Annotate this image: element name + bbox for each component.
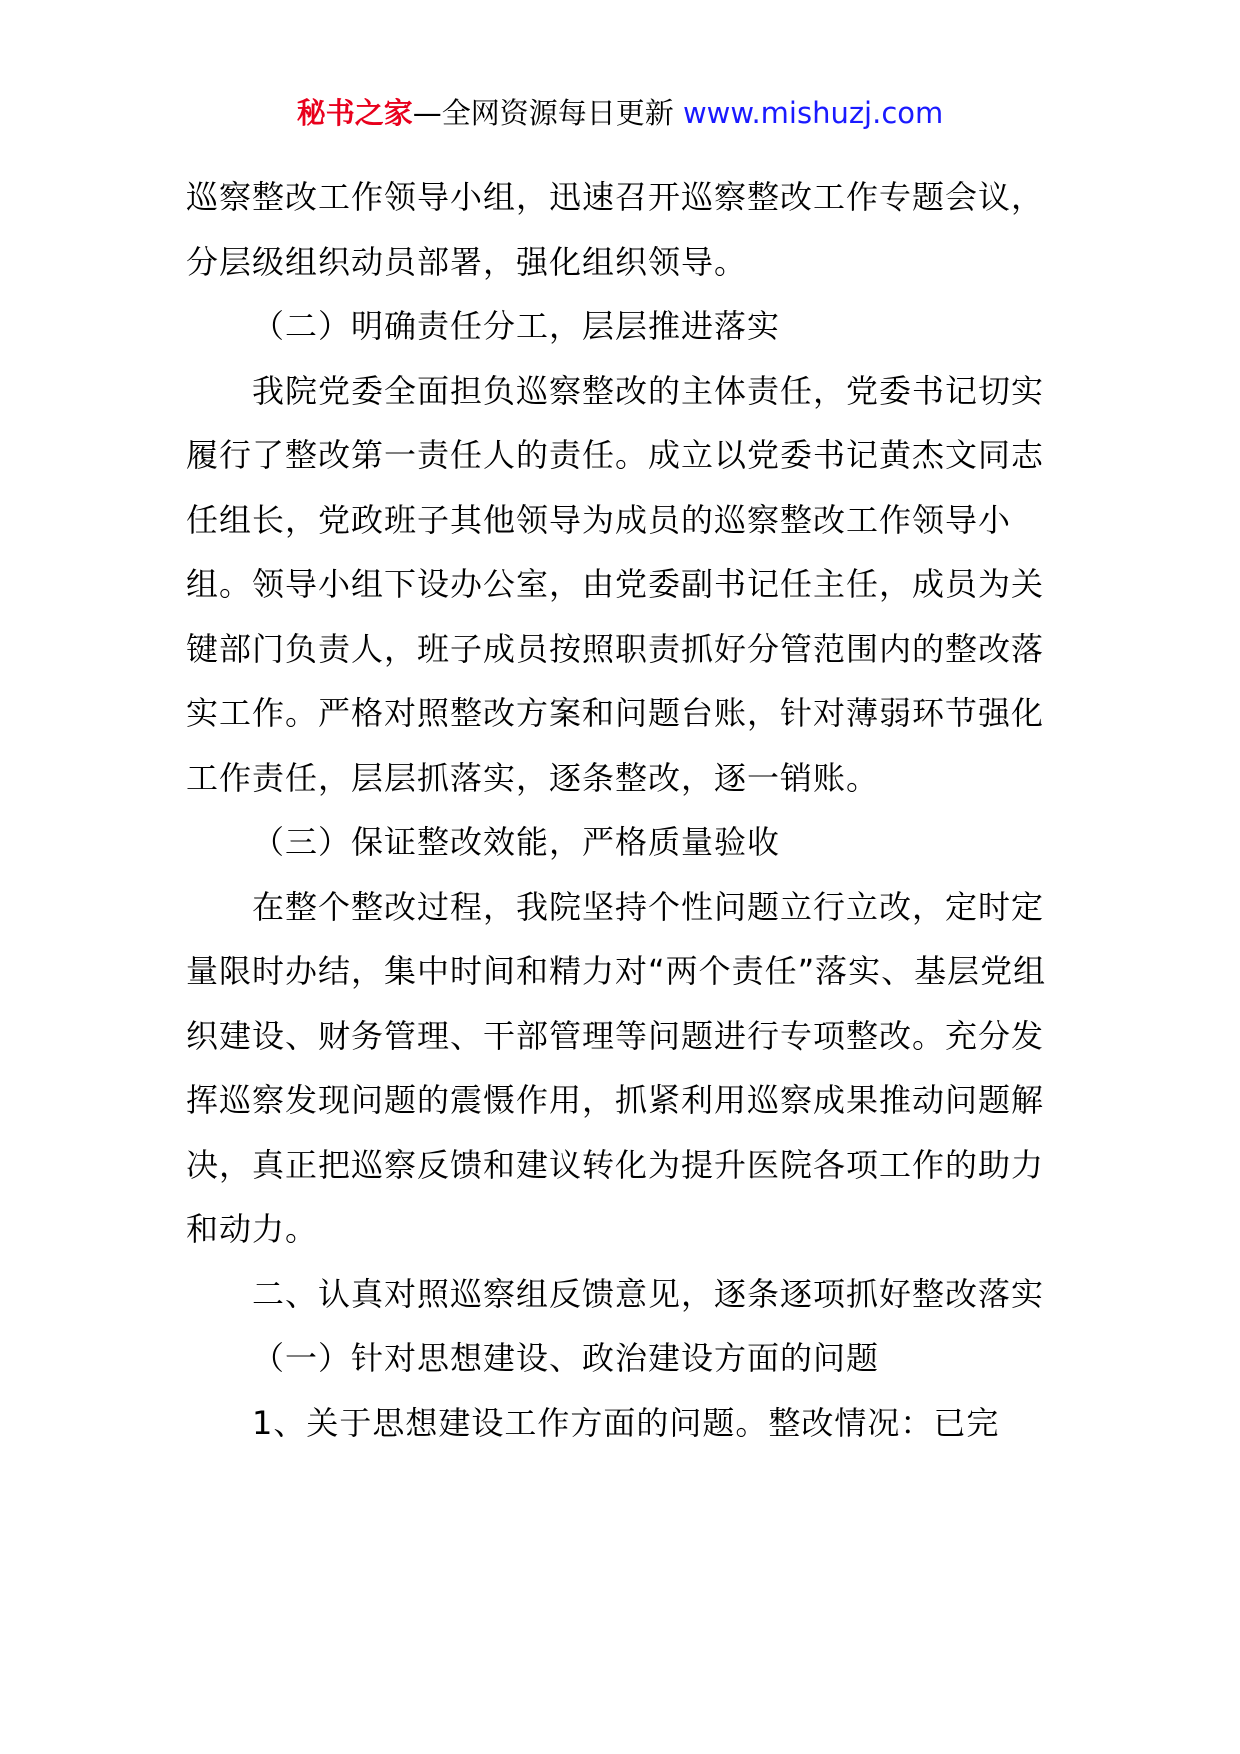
sub-heading-1: （一）针对思想建设、政治建设方面的问题 [252,1339,880,1377]
section-heading-2: （二）明确责任分工，层层推进落实 [252,307,781,345]
header-tagline: —全网资源每日更新 [412,96,683,130]
page-header [0,93,1240,133]
paragraph-continuation: 巡察整改工作领导小组，迅速召开巡察整改工作专题会议，分层级组织动员部署，强化组织领导。 [186,178,1045,281]
document-body [186,165,1056,1455]
section-heading-3: （三）保证整改效能，严格质量验收 [252,823,781,861]
item-1: 1、关于思想建设工作方面的问题。整改情况：已完 [252,1403,1000,1442]
brand-name: 秘书之家 [296,96,413,130]
site-url-link[interactable]: www.mishuzj.com [682,96,944,130]
paragraph-responsibility: 我院党委全面担负巡察整改的主体责任，党委书记切实履行了整改第一责任人的责任。成立以党委书记黄杰文同志任组长，党政班子其他领导为成员的巡察整改工作领导小组。领导小组下设办公室，由党委副书记任主任，成员为关键部门负责人，班子成员按照职责抓好分管范围内的整改落实工作。严格对照整改方案和问题台账，针对薄弱环节强化工作责任，层层抓落实，逐条整改，逐一销账。 [186,371,1045,797]
major-heading-2: 二、认真对照巡察组反馈意见，逐条逐项抓好整改落实 [252,1274,1045,1313]
paragraph-effectiveness: 在整个整改过程，我院坚持个性问题立行立改，定时定量限时办结，集中时间和精力对“两个责任”落实、基层党组织建设、财务管理、干部管理等问题进行专项整改。充分发挥巡察发现问题的震慑作用，抓紧利用巡察成果推动问题解决，真正把巡察反馈和建议转化为提升医院各项工作的助力和动力。 [186,887,1047,1248]
